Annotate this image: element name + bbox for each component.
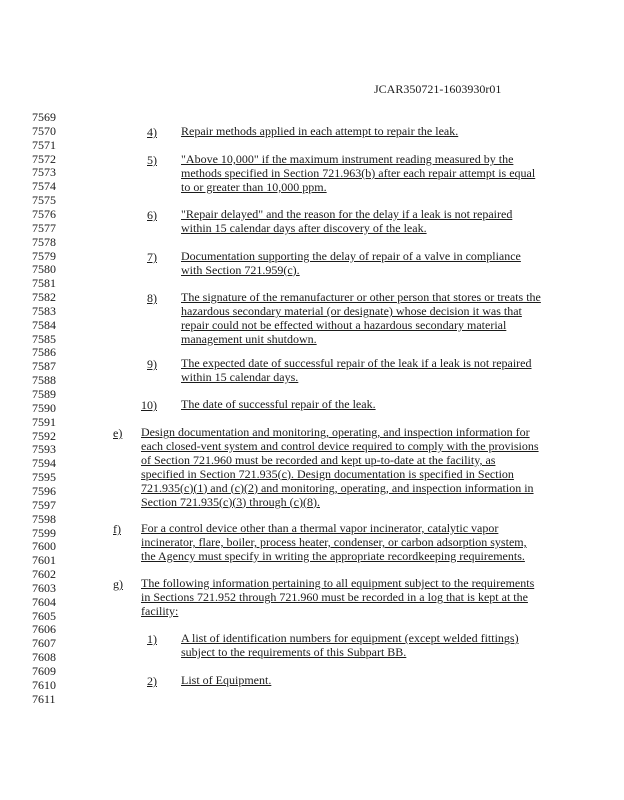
item-label: g) [113,577,123,591]
line-number: 7601 [32,553,56,568]
item-label: e) [113,426,123,440]
line-number: 7610 [32,677,56,692]
line-number: 7570 [32,123,56,138]
item-text: The expected date of successful repair of the leak if a leak is not repaired within 15 calendar days. [181,356,532,384]
item-label: 8) [147,291,157,305]
line-number: 7588 [32,373,56,388]
item-text: Design documentation and monitoring, operating, and inspection information for each closed-vent system and control device required to comply with the provisions of Section 721.960 must be recorded and kept up-to-date at the facility, as specified in Section 721.935(c). Design documentation is specified in Section 721.935(c)(1) and (c)(2) and monitoring, operating, and inspection information in Section 721.935(c)(3) through (c)(8). [141,425,539,509]
line-number: 7575 [32,193,56,208]
item-text: Repair methods applied in each attempt to repair the leak. [181,124,459,138]
line-number: 7574 [32,179,56,194]
item-text: For a control device other than a thermal vapor incinerator, catalytic vapor incinerator, flare, boiler, process heater, condenser, or carbon adsorption system, the Agency must specify in writing the appropriate recordkeeping requirements. [141,521,527,563]
item-text: "Repair delayed" and the reason for the delay if a leak is not repaired within 15 calendar days after discovery of the leak. [181,207,513,235]
line-number: 7571 [32,137,56,152]
item-label: 1) [147,632,157,646]
item-text: "Above 10,000" if the maximum instrument reading measured by the methods specified in Section 721.963(b) after each repair attempt is equal to or greater than 10,000 ppm. [181,152,536,194]
line-number: 7608 [32,650,56,665]
item-text: The following information pertaining to all equipment subject to the requirements in Sections 721.952 through 721.960 must be recorded in a log that is kept at the facility: [141,576,535,618]
line-number: 7594 [32,456,56,471]
item-text: The date of successful repair of the leak. [181,397,376,411]
line-number: 7591 [32,414,56,429]
item-text: The signature of the remanufacturer or other person that stores or treats the hazardous secondary material (or designate) whose decision it was that repair could not be effected without a hazardous secondary material management unit shutdown. [181,290,541,346]
line-number: 7582 [32,290,56,305]
line-number: 7602 [32,567,56,582]
line-number: 7578 [32,234,56,249]
line-number: 7573 [32,165,56,180]
item-label: 6) [147,208,157,222]
item-label: 9) [147,357,157,371]
line-number: 7603 [32,580,56,595]
line-number: 7572 [32,151,56,166]
line-number: 7605 [32,608,56,623]
line-number: 7576 [32,206,56,221]
line-number: 7581 [32,276,56,291]
line-number: 7600 [32,539,56,554]
item-label: 4) [147,125,157,139]
line-number: 7596 [32,483,56,498]
line-number: 7599 [32,525,56,540]
line-number: 7577 [32,220,56,235]
line-number: 7607 [32,636,56,651]
line-number: 7597 [32,497,56,512]
line-number: 7587 [32,359,56,374]
line-number: 7606 [32,622,56,637]
line-number: 7593 [32,442,56,457]
item-text: A list of identification numbers for equipment (except welded fittings) subject to the requirements of this Subpart BB. [181,631,519,659]
line-number: 7590 [32,400,56,415]
line-number: 7611 [32,691,56,706]
line-number: 7595 [32,470,56,485]
line-number: 7604 [32,594,56,609]
line-number: 7589 [32,387,56,401]
line-number: 7598 [32,511,56,526]
document-id: JCAR350721-1603930r01 [374,82,502,96]
item-label: 5) [147,153,157,167]
item-label: 2) [147,674,157,688]
line-number: 7586 [32,345,56,360]
line-number: 7592 [32,428,56,443]
line-number: 7583 [32,303,56,318]
item-label: f) [113,522,121,536]
line-number: 7569 [32,110,56,124]
item-label: 10) [141,398,157,412]
line-number: 7579 [32,248,56,263]
item-text: List of Equipment. [181,673,272,687]
item-label: 7) [147,250,157,264]
line-number: 7580 [32,262,56,277]
line-number: 7609 [32,664,56,678]
item-text: Documentation supporting the delay of repair of a valve in compliance with Section 721.959(c). [181,249,521,277]
line-number: 7584 [32,317,56,332]
line-number: 7585 [32,331,56,346]
